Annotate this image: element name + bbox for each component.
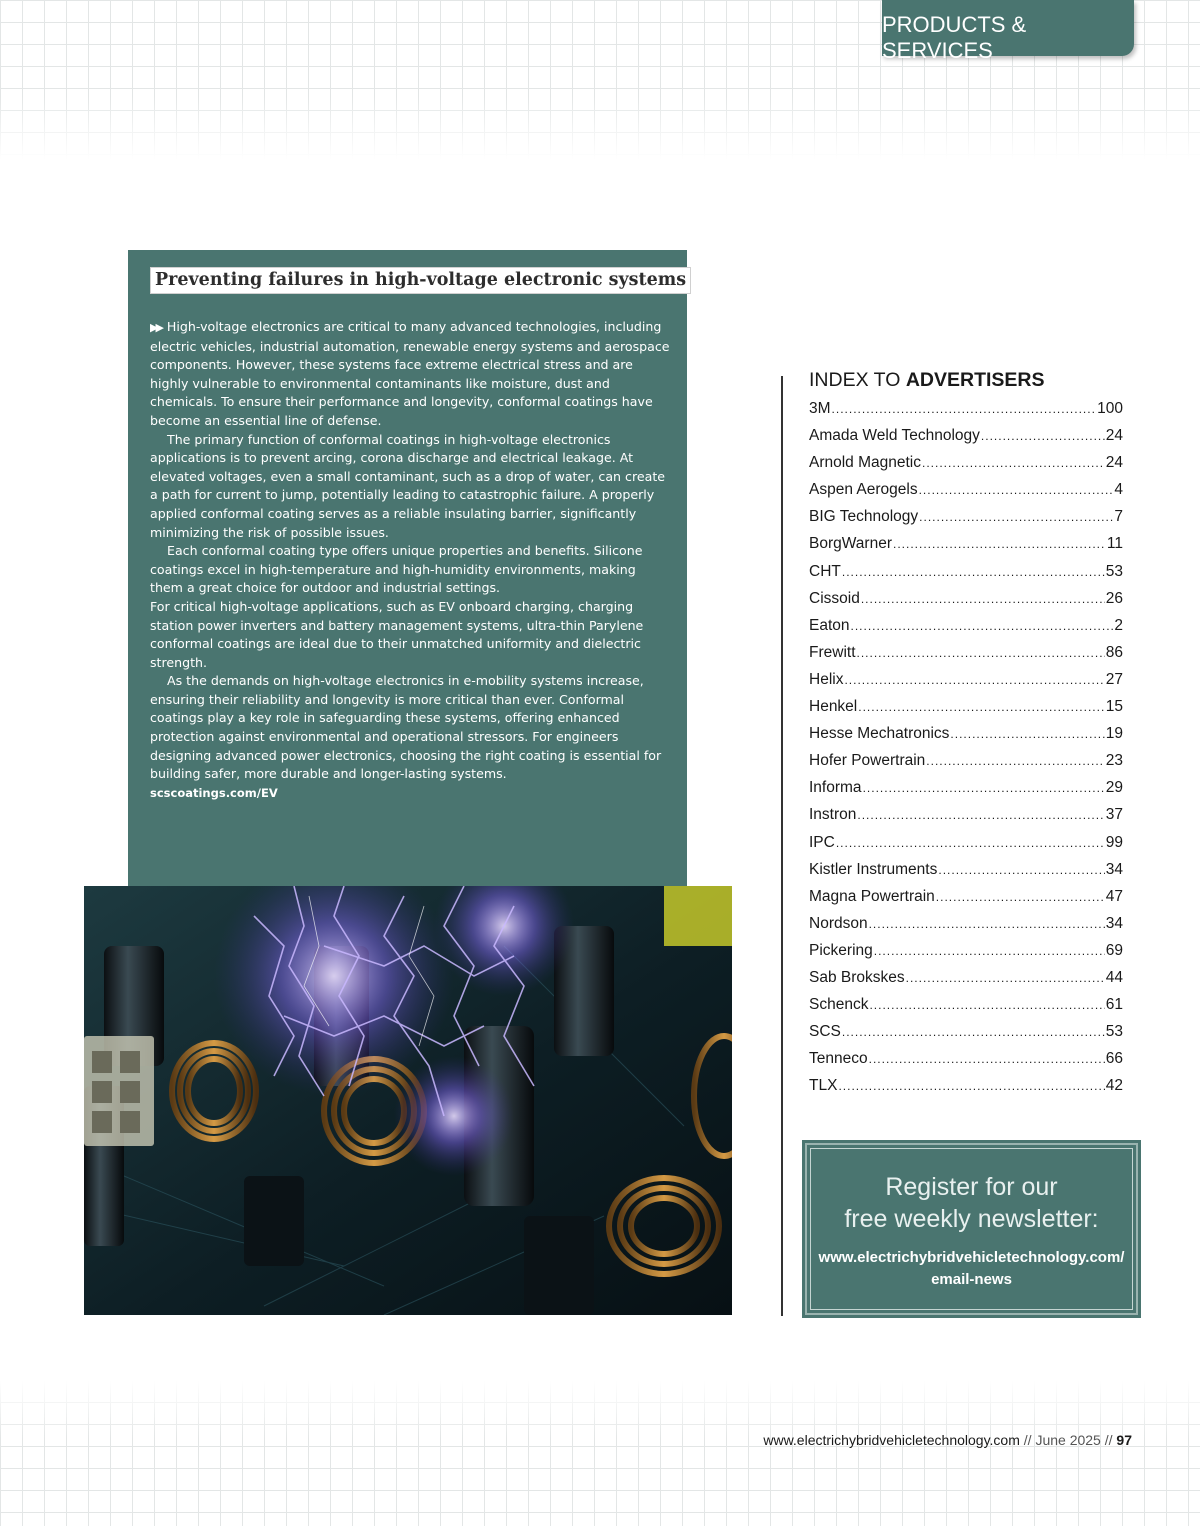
advertiser-name: Nordson <box>809 914 868 932</box>
index-entry <box>809 752 1123 779</box>
advertiser-name: Hesse Mechatronics <box>809 725 950 743</box>
index-entry <box>809 834 1123 861</box>
dot-leader <box>863 781 1105 795</box>
index-entry <box>809 617 1123 644</box>
dot-leader <box>861 592 1105 606</box>
index-entry <box>809 644 1123 671</box>
index-entry <box>809 508 1123 535</box>
dot-leader <box>857 646 1105 660</box>
dot-leader <box>926 754 1104 768</box>
advertiser-page: 7 <box>1114 508 1123 526</box>
vertical-divider <box>781 376 783 1316</box>
advertiser-name: Helix <box>809 670 844 688</box>
double-chevron-right-icon: ▶▶ <box>150 321 161 334</box>
advertiser-page: 53 <box>1105 1023 1123 1041</box>
advertiser-name: TLX <box>809 1077 838 1095</box>
index-entry <box>809 779 1123 806</box>
footer-separator: // <box>1100 1432 1117 1448</box>
index-heading <box>809 369 1045 392</box>
index-entry <box>809 969 1123 996</box>
advertiser-name: BIG Technology <box>809 508 919 526</box>
newsletter-link-line1[interactable]: www.electrichybridvehicletechnology.com/ <box>818 1249 1125 1266</box>
article-paragraph: Each conformal coating type offers unique properties and benefits. Silicone coatings excel in high-temperature and high-humidity environments, making them a great choice for outdoor and industrial settings. <box>150 543 643 596</box>
advertiser-page: 29 <box>1105 779 1123 797</box>
advertiser-name: Frewitt <box>809 643 856 661</box>
advertiser-name: Informa <box>809 779 862 797</box>
dot-leader <box>919 483 1114 497</box>
advertiser-name: Cissoid <box>809 589 860 607</box>
advertiser-name: Pickering <box>809 941 873 959</box>
advertiser-name: IPC <box>809 833 835 851</box>
advertiser-name: Instron <box>809 806 857 824</box>
index-entry <box>809 400 1123 427</box>
dot-leader <box>936 890 1105 904</box>
advertiser-name: BorgWarner <box>809 535 892 553</box>
page-number: 97 <box>1116 1432 1132 1448</box>
advertiser-index-list <box>809 400 1123 1104</box>
circuit-board-photo <box>84 886 732 1315</box>
index-entry <box>809 725 1123 752</box>
advertiser-page: 24 <box>1105 454 1123 472</box>
dot-leader <box>858 700 1105 714</box>
footer-separator: // <box>1019 1432 1036 1448</box>
index-entry <box>809 915 1123 942</box>
dot-leader <box>832 402 1097 416</box>
advertiser-page: 24 <box>1105 427 1123 445</box>
index-entry <box>809 427 1123 454</box>
advertiser-name: CHT <box>809 562 841 580</box>
advertiser-page: 15 <box>1105 698 1123 716</box>
advertiser-page: 27 <box>1105 670 1123 688</box>
index-entry <box>809 590 1123 617</box>
index-heading-prefix: INDEX TO <box>809 369 906 391</box>
article-link[interactable]: scscoatings.com/EV <box>150 785 278 800</box>
dot-leader <box>869 1052 1105 1066</box>
index-entry <box>809 888 1123 915</box>
index-entry <box>809 996 1123 1023</box>
advertiser-page: 23 <box>1105 752 1123 770</box>
advertiser-page: 100 <box>1097 400 1123 417</box>
advertiser-page: 66 <box>1105 1050 1123 1068</box>
index-entry <box>809 481 1123 508</box>
page-footer <box>763 1432 1132 1448</box>
index-entry <box>809 806 1123 833</box>
advertiser-page: 86 <box>1105 643 1123 661</box>
dot-leader <box>836 836 1105 850</box>
dot-leader <box>919 510 1113 524</box>
dot-leader <box>842 565 1105 579</box>
newsletter-box <box>805 1143 1138 1315</box>
dot-leader <box>906 971 1105 985</box>
article-title: Preventing failures in high-voltage electronic systems <box>150 267 691 294</box>
advertiser-page: 34 <box>1105 914 1123 932</box>
index-entry <box>809 563 1123 590</box>
advertiser-page: 69 <box>1105 941 1123 959</box>
dot-leader <box>922 456 1105 470</box>
advertiser-page: 99 <box>1105 833 1123 851</box>
article-paragraph: The primary function of conformal coatings in high-voltage electronics applications is to prevent arcing, corona discharge and electrical leakage. At elevated voltages, even a small contaminant, such as a drop of water, can create a path for current to jump, potentially leading to catastrophic failure. A properly applied conformal coating serves as a reliable insulating barrier, significantly minimizing the risk of possible issues. <box>150 431 666 540</box>
index-entry <box>809 671 1123 698</box>
index-heading-bold: ADVERTISERS <box>905 369 1045 391</box>
advertiser-name: Sab Brokskes <box>809 968 905 986</box>
dot-leader <box>981 429 1105 443</box>
dot-leader <box>844 673 1104 687</box>
advertiser-page: 2 <box>1114 616 1123 634</box>
footer-site[interactable]: www.electrichybridvehicletechnology.com <box>763 1432 1020 1448</box>
advertiser-name: Kistler Instruments <box>809 860 938 878</box>
advertiser-name: Hofer Powertrain <box>809 752 926 770</box>
advertiser-page: 44 <box>1105 968 1123 986</box>
article-paragraph: As the demands on high-voltage electronics in e-mobility systems increase, ensuring their reliability and longevity is more critical than ever. Conformal coatings play a key role in safeguarding these systems, offering enhanced protection against environmental and operational stressors. For engineers designing advanced power electronics, choosing the right coating is essential for building safer, more durable and longer-lasting systems. <box>150 673 662 782</box>
article-paragraph <box>150 318 670 431</box>
dot-leader <box>950 727 1104 741</box>
dot-leader <box>869 998 1104 1012</box>
section-tab-label: PRODUCTS & SERVICES <box>882 12 1027 63</box>
index-entry <box>809 454 1123 481</box>
advertiser-page: 34 <box>1105 860 1123 878</box>
newsletter-link-line2[interactable]: email-news <box>931 1271 1012 1288</box>
advertiser-name: Henkel <box>809 698 858 716</box>
dot-leader <box>893 537 1106 551</box>
advertiser-name: Amada Weld Technology <box>809 427 980 445</box>
article-box <box>128 250 687 887</box>
dot-leader <box>851 619 1114 633</box>
dot-leader <box>869 917 1105 931</box>
advertiser-page: 11 <box>1106 535 1123 553</box>
footer-date: June 2025 <box>1035 1432 1101 1448</box>
advertiser-name: Aspen Aerogels <box>809 481 918 499</box>
advertiser-page: 4 <box>1114 481 1123 499</box>
advertiser-page: 37 <box>1105 806 1123 824</box>
index-entry <box>809 861 1123 888</box>
advertiser-name: Arnold Magnetic <box>809 454 922 472</box>
index-entry <box>809 698 1123 725</box>
index-entry <box>809 1077 1123 1104</box>
newsletter-heading-line1: Register for our <box>885 1173 1058 1201</box>
advertiser-name: SCS <box>809 1023 841 1041</box>
grid-background-bottom <box>0 1380 1200 1526</box>
advertiser-name: Schenck <box>809 996 869 1014</box>
index-entry <box>809 1050 1123 1077</box>
advertiser-page: 42 <box>1105 1077 1123 1095</box>
index-entry <box>809 942 1123 969</box>
newsletter-heading-line2: free weekly newsletter: <box>844 1205 1099 1233</box>
dot-leader <box>938 863 1104 877</box>
paragraph-text: High-voltage electronics are critical to many advanced technologies, including electric vehicles, industrial automation, renewable energy systems and aerospace components. However, these systems face extreme electrical stress and are highly vulnerable to environmental contaminants like moisture, dust and chemicals. To ensure their performance and longevity, conformal coatings have become an essential line of defense. <box>150 319 670 428</box>
advertiser-name: 3M <box>809 400 831 417</box>
advertiser-name: Magna Powertrain <box>809 887 935 905</box>
advertiser-page: 19 <box>1105 725 1123 743</box>
dot-leader <box>857 808 1104 822</box>
index-entry <box>809 1023 1123 1050</box>
article-paragraph: For critical high-voltage applications, such as EV onboard charging, charging station power inverters and battery management systems, ultra-thin Parylene conformal coatings are ideal due to their unmatched uniformity and dielectric strength. <box>150 598 644 670</box>
index-entry <box>809 535 1123 562</box>
advertiser-page: 53 <box>1105 562 1123 580</box>
advertiser-page: 26 <box>1105 589 1123 607</box>
dot-leader <box>874 944 1105 958</box>
dot-leader <box>838 1079 1104 1093</box>
dot-leader <box>842 1025 1105 1039</box>
advertiser-name: Eaton <box>809 616 850 634</box>
advertiser-page: 47 <box>1105 887 1123 905</box>
article-body <box>150 318 670 802</box>
advertiser-page: 61 <box>1105 996 1123 1014</box>
section-tab <box>882 0 1134 63</box>
advertiser-name: Tenneco <box>809 1050 868 1068</box>
